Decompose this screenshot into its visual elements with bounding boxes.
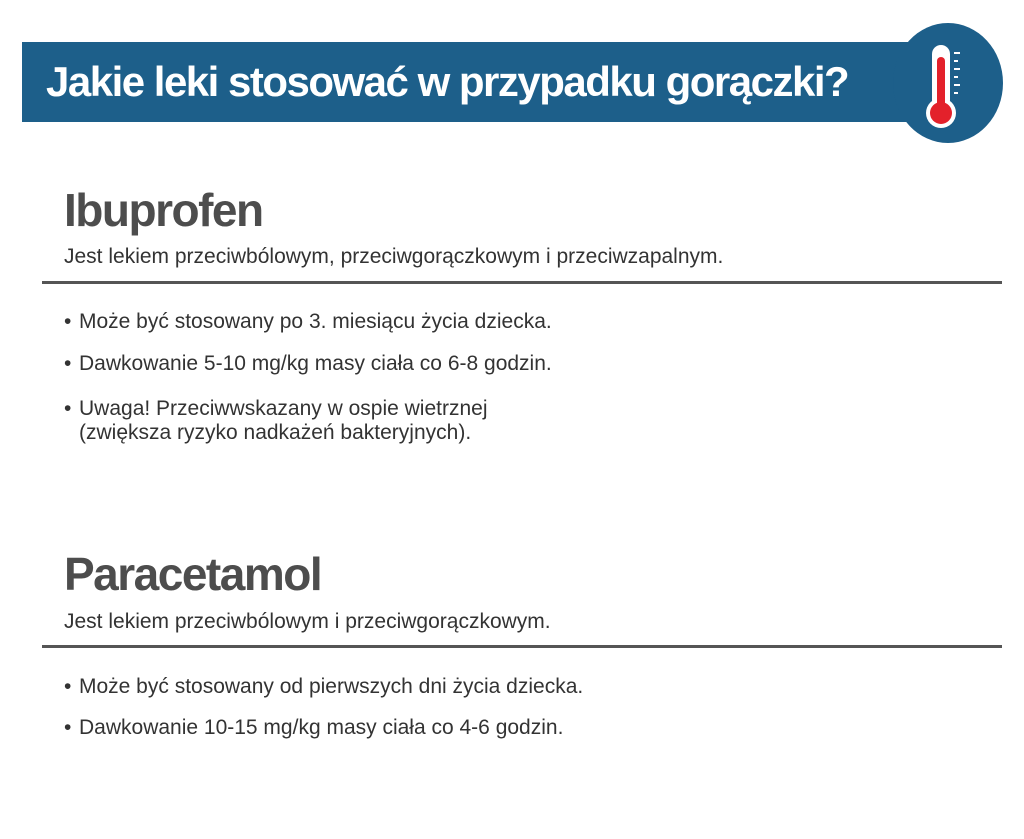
bullet-icon: • bbox=[64, 675, 72, 698]
list-item: • Może być stosowany po 3. miesiącu życia dziecka. bbox=[64, 310, 552, 333]
bullet-icon: • bbox=[64, 397, 72, 420]
list-item: • Uwaga! Przeciwwskazany w ospie wietrznej (zwiększa ryzyko nadkażeń bakteryjnych). bbox=[64, 397, 488, 444]
section-divider bbox=[42, 281, 1002, 284]
section-divider bbox=[42, 645, 1002, 648]
drug-description-ibuprofen: Jest lekiem przeciwbólowym, przeciwgorączkowym i przeciwzapalnym. bbox=[64, 245, 724, 268]
drug-heading-paracetamol: Paracetamol bbox=[64, 548, 322, 600]
thermometer-icon bbox=[893, 23, 1003, 143]
bullet-icon: • bbox=[64, 352, 72, 375]
list-item: • Dawkowanie 10-15 mg/kg masy ciała co 4-6 godzin. bbox=[64, 716, 564, 739]
drug-heading-ibuprofen: Ibuprofen bbox=[64, 184, 263, 236]
page-title: Jakie leki stosować w przypadku gorączki? bbox=[46, 58, 849, 105]
list-item: • Dawkowanie 5-10 mg/kg masy ciała co 6-8 godzin. bbox=[64, 352, 552, 375]
drug-description-paracetamol: Jest lekiem przeciwbólowym i przeciwgorączkowym. bbox=[64, 610, 551, 633]
bullet-icon: • bbox=[64, 716, 72, 739]
list-item: • Może być stosowany od pierwszych dni życia dziecka. bbox=[64, 675, 584, 698]
bullet-icon: • bbox=[64, 310, 72, 333]
thermometer-badge bbox=[893, 23, 1003, 143]
